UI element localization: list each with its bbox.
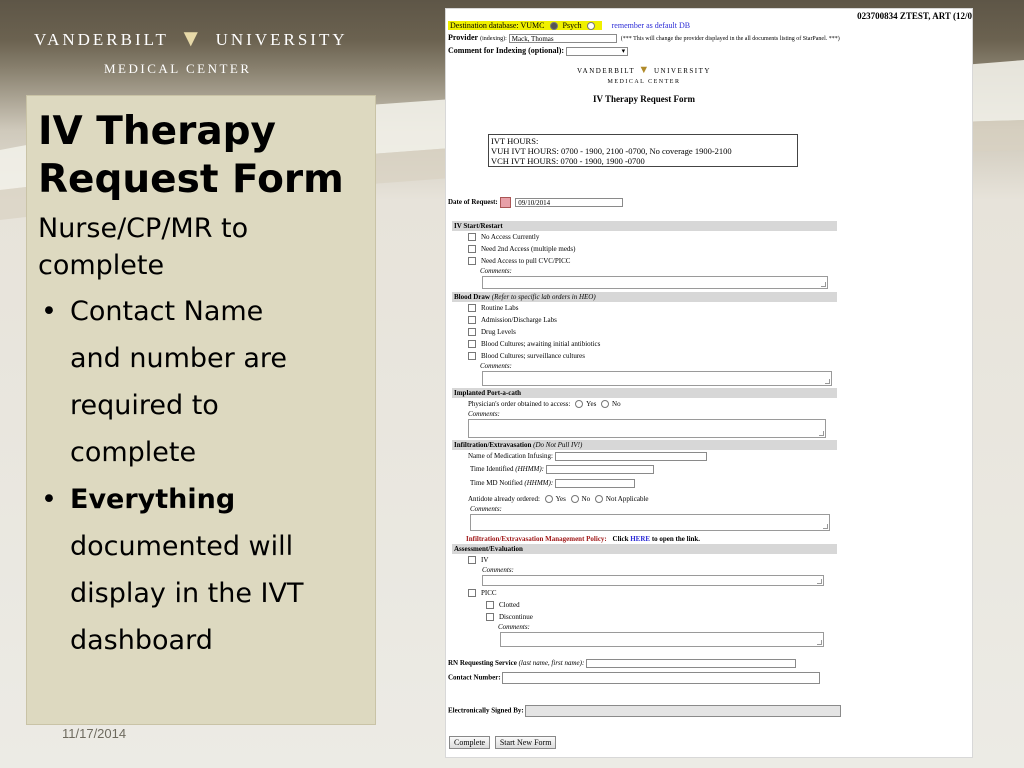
form-vanderbilt-logo — [574, 64, 714, 85]
comments-label: Comments: — [482, 566, 514, 574]
bullet-line: required to — [70, 390, 219, 421]
title-line: Request Form — [38, 157, 344, 202]
dest-psych-label: Psych — [562, 21, 582, 30]
vanderbilt-logo — [34, 26, 348, 77]
checkbox-row — [468, 589, 497, 597]
date-label: Date of Request: — [448, 198, 498, 207]
logo-left-text: VANDERBILT — [34, 29, 169, 49]
picc-comments-textarea[interactable] — [500, 632, 824, 647]
medication-input[interactable] — [555, 452, 707, 461]
checkbox-row — [468, 257, 570, 265]
ivt-hours-line: IVT HOURS: — [491, 136, 539, 146]
checkbox-label: Admission/Discharge Labs — [481, 316, 557, 324]
patient-header: 023700834 ZTEST, ART (12/0 — [857, 11, 972, 21]
section-label: Infiltration/Extravasation — [454, 441, 532, 449]
checkbox-label: Clotted — [499, 601, 520, 609]
port-comments-textarea[interactable] — [468, 419, 826, 438]
destination-row — [448, 21, 690, 30]
comments-label: Comments: — [480, 362, 512, 370]
time-md-input[interactable] — [555, 479, 635, 488]
form-logo-sub: MEDICAL CENTER — [607, 79, 681, 85]
comment-indexing-select[interactable] — [566, 47, 628, 56]
slide-title — [38, 108, 367, 204]
ivt-hours-line: VCH IVT HOURS: 0700 - 1900, 1900 -0700 — [491, 156, 645, 166]
antidote-label: Antidote already ordered: — [468, 495, 540, 503]
checkbox-label: Routine Labs — [481, 304, 519, 312]
checkbox[interactable] — [468, 304, 476, 312]
remember-default-link[interactable] — [612, 21, 690, 30]
comments-label: Comments: — [470, 505, 502, 513]
section-assessment: Assessment/Evaluation — [452, 544, 837, 554]
dest-label: Destination database: VUMC — [450, 21, 545, 30]
antidote-row — [468, 495, 649, 503]
hhmm-label: (HHMM): — [515, 465, 545, 474]
checkbox-row — [468, 556, 488, 564]
contact-number-row — [448, 672, 820, 684]
rn-requesting-row — [448, 659, 796, 668]
policy-text: Infiltration/Extravasation Management Policy: — [466, 535, 607, 543]
checkbox[interactable] — [468, 257, 476, 265]
chevron-down-icon: ▾ — [621, 46, 626, 55]
provider-row — [448, 33, 840, 43]
slide-subtitle — [38, 210, 367, 284]
comments-label: Comments: — [468, 410, 500, 418]
policy-after: to open the link. — [651, 535, 701, 543]
comment-indexing-label: Comment for Indexing (optional): — [448, 46, 565, 55]
slide-date: 11/17/2014 — [62, 726, 127, 741]
port-question: Physician's order obtained to access: — [468, 400, 571, 408]
checkbox-row — [468, 304, 519, 312]
vumc-radio[interactable] — [550, 22, 558, 30]
time-identified-input[interactable] — [546, 465, 654, 474]
checkbox[interactable] — [468, 340, 476, 348]
checkbox[interactable] — [468, 316, 476, 324]
blood-comments-textarea[interactable] — [482, 371, 832, 386]
checkbox[interactable] — [468, 328, 476, 336]
provider-note: (*** This will change the provider displayed in the all documents listing of StarPanel. ***) — [620, 36, 840, 42]
section-port: Implanted Port-a-cath — [452, 388, 837, 398]
port-question-row — [468, 400, 621, 408]
checkbox-label: No Access Currently — [481, 233, 540, 241]
signed-label: Electronically Signed By: — [448, 706, 524, 715]
bullet-line: and number are — [70, 343, 288, 374]
antidote-yes-radio[interactable] — [545, 495, 553, 503]
vu-shield-icon: ▼ — [638, 64, 651, 76]
signed-by-input — [525, 705, 841, 717]
ivt-hours-line: VUH IVT HOURS: 0700 - 1900, 2100 -0700, No coverage 1900-2100 — [491, 146, 732, 156]
iv-assess-comments-textarea[interactable] — [482, 575, 824, 586]
checkbox-row — [468, 340, 600, 348]
bullet-list — [38, 288, 367, 664]
checkbox[interactable] — [468, 352, 476, 360]
medication-row — [468, 452, 707, 461]
time-identified-row — [470, 465, 654, 474]
checkbox[interactable] — [468, 233, 476, 241]
subtitle-line: complete — [38, 250, 165, 281]
radio-label: No — [612, 400, 621, 408]
section-infiltration — [452, 440, 837, 450]
title-line: IV Therapy — [38, 109, 276, 154]
radio-label: Not Applicable — [605, 495, 649, 503]
time-identified-label: Time Identified — [470, 465, 514, 474]
bullet-line: complete — [70, 437, 197, 468]
rn-requesting-input[interactable] — [586, 659, 796, 668]
destination-database — [448, 21, 602, 30]
provider-input[interactable]: Mack, Thomas — [509, 34, 617, 43]
policy-click: Click — [612, 535, 629, 543]
port-no-radio[interactable] — [601, 400, 609, 408]
checkbox-label: Need 2nd Access (multiple meds) — [481, 245, 576, 253]
form-screenshot — [445, 8, 973, 758]
checkbox-label: Drug Levels — [481, 328, 516, 336]
start-new-form-button[interactable]: Start New Form — [495, 736, 557, 749]
contact-number-input[interactable] — [502, 672, 820, 684]
bullet-bold: Everything — [70, 484, 236, 515]
policy-row — [466, 535, 700, 543]
iv-start-comments-textarea[interactable] — [482, 276, 828, 289]
port-yes-radio[interactable] — [575, 400, 583, 408]
policy-here-link[interactable]: HERE — [630, 535, 651, 543]
section-blood-draw — [452, 292, 837, 302]
checkbox-label: PICC — [481, 589, 497, 597]
subtitle-line: Nurse/CP/MR to — [38, 213, 249, 244]
psych-radio[interactable] — [587, 22, 595, 30]
date-input[interactable]: 09/10/2014 — [515, 198, 623, 207]
medication-label: Name of Medication Infusing: — [468, 452, 553, 461]
form-logo-left: VANDERBILT — [577, 67, 636, 75]
radio-label: No — [581, 495, 591, 503]
remember-db: DB — [678, 21, 691, 30]
checkbox-row — [468, 316, 557, 324]
checkbox-row — [486, 613, 533, 621]
section-note: (Do Not Pull IV!) — [533, 441, 583, 449]
time-md-row — [470, 479, 635, 488]
checkbox[interactable] — [486, 613, 494, 621]
rn-note: (last name, first name): — [518, 659, 585, 668]
section-note: (Refer to specific lab orders in HEO) — [491, 293, 596, 301]
antidote-no-radio[interactable] — [571, 495, 579, 503]
form-title: IV Therapy Request Form — [593, 94, 695, 104]
signed-by-row — [448, 705, 841, 717]
checkbox-label: Blood Cultures; surveillance cultures — [481, 352, 586, 360]
remember-label: remember as default — [611, 21, 677, 30]
comments-label: Comments: — [498, 623, 530, 631]
time-md-label: Time MD Notified — [470, 479, 523, 488]
bullet-line: documented will — [70, 531, 294, 562]
form-buttons — [449, 736, 559, 749]
bullet-item — [38, 476, 367, 664]
hhmm-label: (HHMM): — [524, 479, 554, 488]
checkbox[interactable] — [468, 556, 476, 564]
comment-indexing-row — [448, 46, 628, 56]
logo-subtitle: MEDICAL CENTER — [104, 61, 252, 76]
checkbox-row — [486, 601, 520, 609]
section-iv-start: IV Start/Restart — [452, 221, 837, 231]
provider-label: Provider — [448, 33, 479, 42]
bullet-item — [38, 288, 367, 476]
slide-text-panel — [26, 95, 376, 725]
bullet-line: display in the IVT — [70, 578, 304, 609]
bullet-line: • Contact Name — [70, 296, 264, 327]
checkbox-row — [468, 245, 575, 253]
antidote-na-radio[interactable] — [595, 495, 603, 503]
logo-right-text: UNIVERSITY — [215, 29, 348, 49]
rn-label: RN Requesting Service — [448, 659, 517, 668]
checkbox-label: Need Access to pull CVC/PICC — [481, 257, 571, 265]
checkbox-row — [468, 352, 585, 360]
form-logo-right: UNIVERSITY — [653, 67, 711, 75]
calendar-icon[interactable] — [500, 197, 511, 208]
date-of-request-row — [448, 197, 623, 208]
checkbox-label: Discontinue — [499, 613, 533, 621]
provider-indexing: (indexing): — [480, 36, 507, 42]
radio-label: Yes — [586, 400, 597, 408]
checkbox-label: Blood Cultures; awaiting initial antibiotics — [481, 340, 601, 348]
contact-label: Contact Number: — [448, 673, 501, 682]
vu-shield-icon: ▼ — [178, 26, 206, 52]
checkbox[interactable] — [486, 601, 494, 609]
comments-label: Comments: — [480, 267, 512, 275]
radio-label: Yes — [555, 495, 566, 503]
complete-button[interactable]: Complete — [449, 736, 490, 749]
section-label: Blood Draw — [454, 293, 490, 301]
bullet-line: dashboard — [70, 625, 213, 656]
ivt-hours-box — [488, 134, 798, 167]
checkbox[interactable] — [468, 245, 476, 253]
checkbox[interactable] — [468, 589, 476, 597]
checkbox-row — [468, 233, 539, 241]
checkbox-label: IV — [481, 556, 489, 564]
checkbox-row — [468, 328, 516, 336]
infil-comments-textarea[interactable] — [470, 514, 830, 531]
